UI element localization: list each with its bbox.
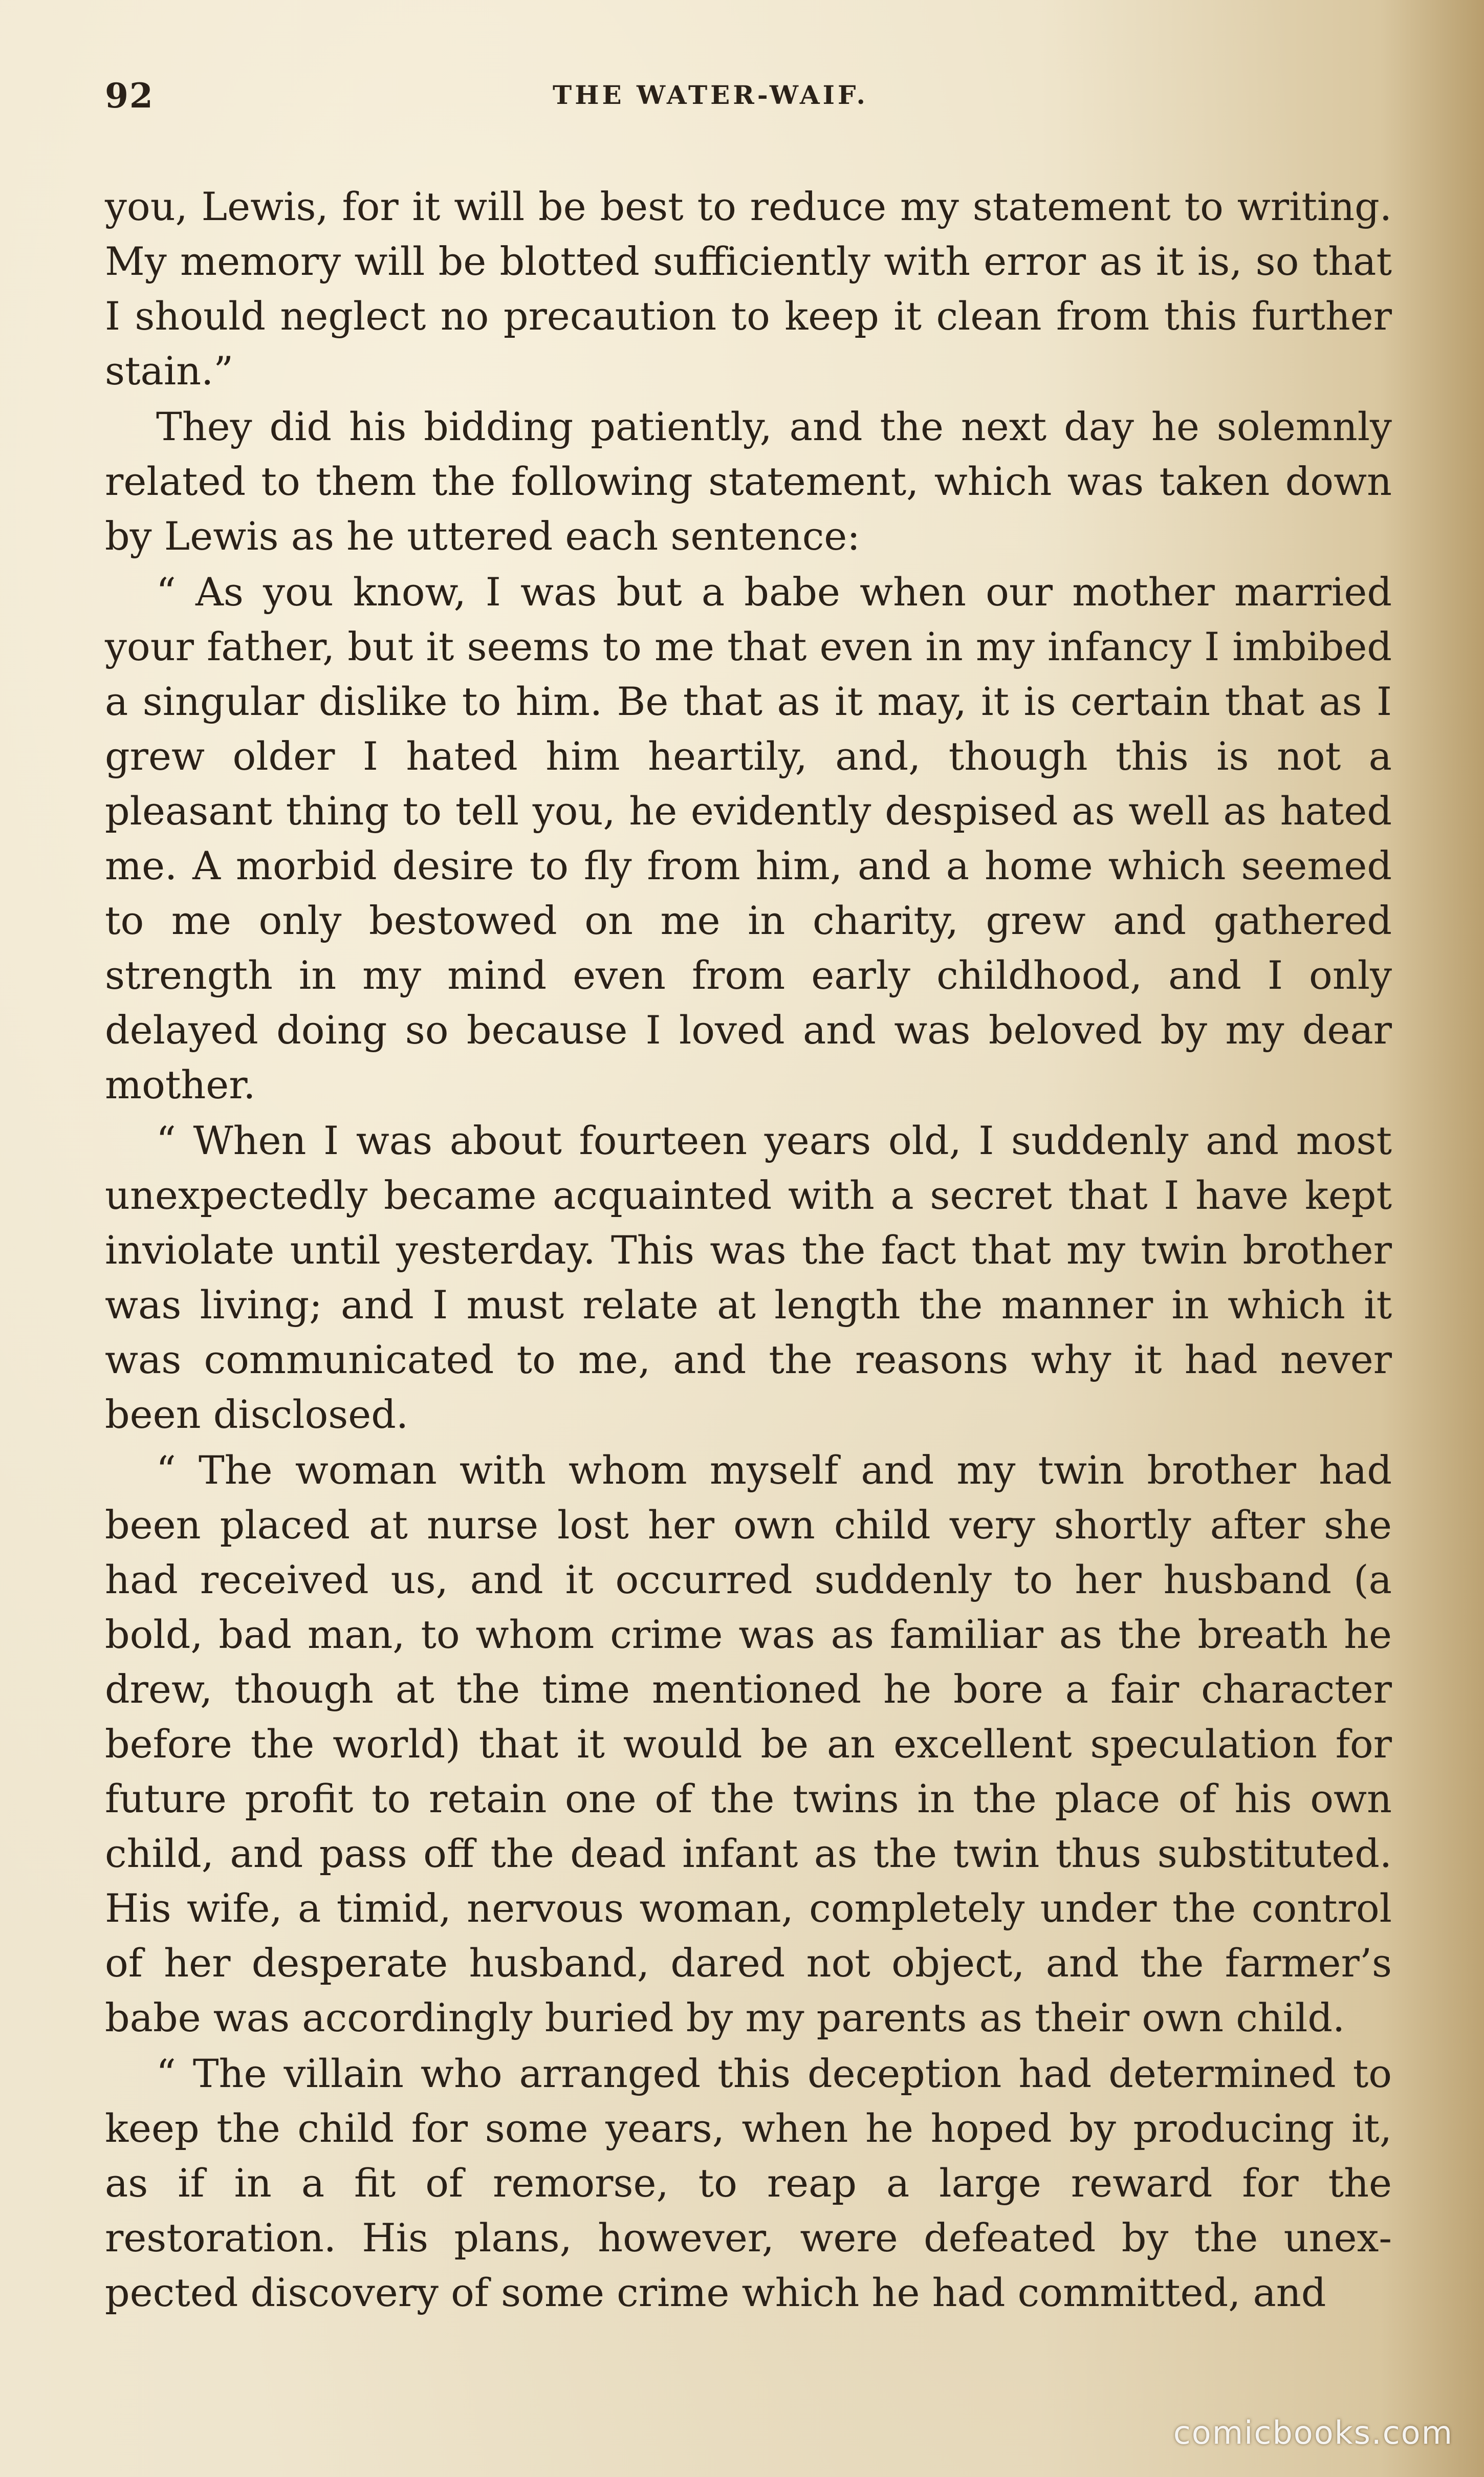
page-number: 92 (105, 76, 154, 116)
watermark: comicbooks.com (1173, 2414, 1453, 2451)
page-body (105, 179, 1392, 2320)
paragraph-3: “ As you know, I was but a babe when our mother married your father, but it seems to me that even in my infancy I imbibed a singular dislike to him. Be that as it may, it is certain that as I grew older I hated him heartily, and, though this is not a pleasant thing to tell you, he evidently despised as well as hated me. A morbid desire to fly from him, and a home which seemed to me only bestowed on me in charity, grew and gathered strength in my mind even from early childhood, and I only delayed doing so because I loved and was beloved by my dear mother. (105, 569, 1392, 1107)
paragraph-1: you, Lewis, for it will be best to reduce my statement to writing. My memory will be blotted sufficiently with error as it is, so that I should neglect no precaution to keep it clean from this further stain.” (105, 184, 1392, 394)
paragraph-6: “ The villain who arranged this deception had determined to keep the child for some years, when he hoped by producing it, as if in a fit of remorse, to reap a large reward for the restoration. His plans, however, were defeated by the unexpected discovery of some crime which he had committed, and (105, 2051, 1392, 2315)
paragraph-4: “ When I was about fourteen years old, I suddenly and most unexpectedly became acquainted with a secret that I have kept inviolate until yesterday. This was the fact that my twin brother was living; and I must relate at length the manner in which it was communicated to me, and the reasons why it had never been disclosed. (105, 1118, 1392, 1437)
running-title: THE WATER-WAIF. (553, 80, 868, 110)
paragraph-2: They did his bidding patiently, and the next day he solemnly related to them the following statement, which was taken down by Lewis as he uttered each sentence: (105, 404, 1392, 559)
paragraph-5: “ The woman with whom myself and my twin brother had been placed at nurse lost her own child very shortly after she had received us, and it occurred suddenly to her husband (a bold, bad man, to whom crime was as familiar as the breath he drew, though at the time mentioned he bore a fair character before the world) that it would be an excellent speculation for future profit to retain one of the twins in the place of his own child, and pass off the dead infant as the twin thus substituted. His wife, a timid, nervous woman, completely under the control of her desperate husband, dared not object, and the farmer’s babe was accordingly buried by my parents as their own child. (105, 1447, 1392, 2040)
